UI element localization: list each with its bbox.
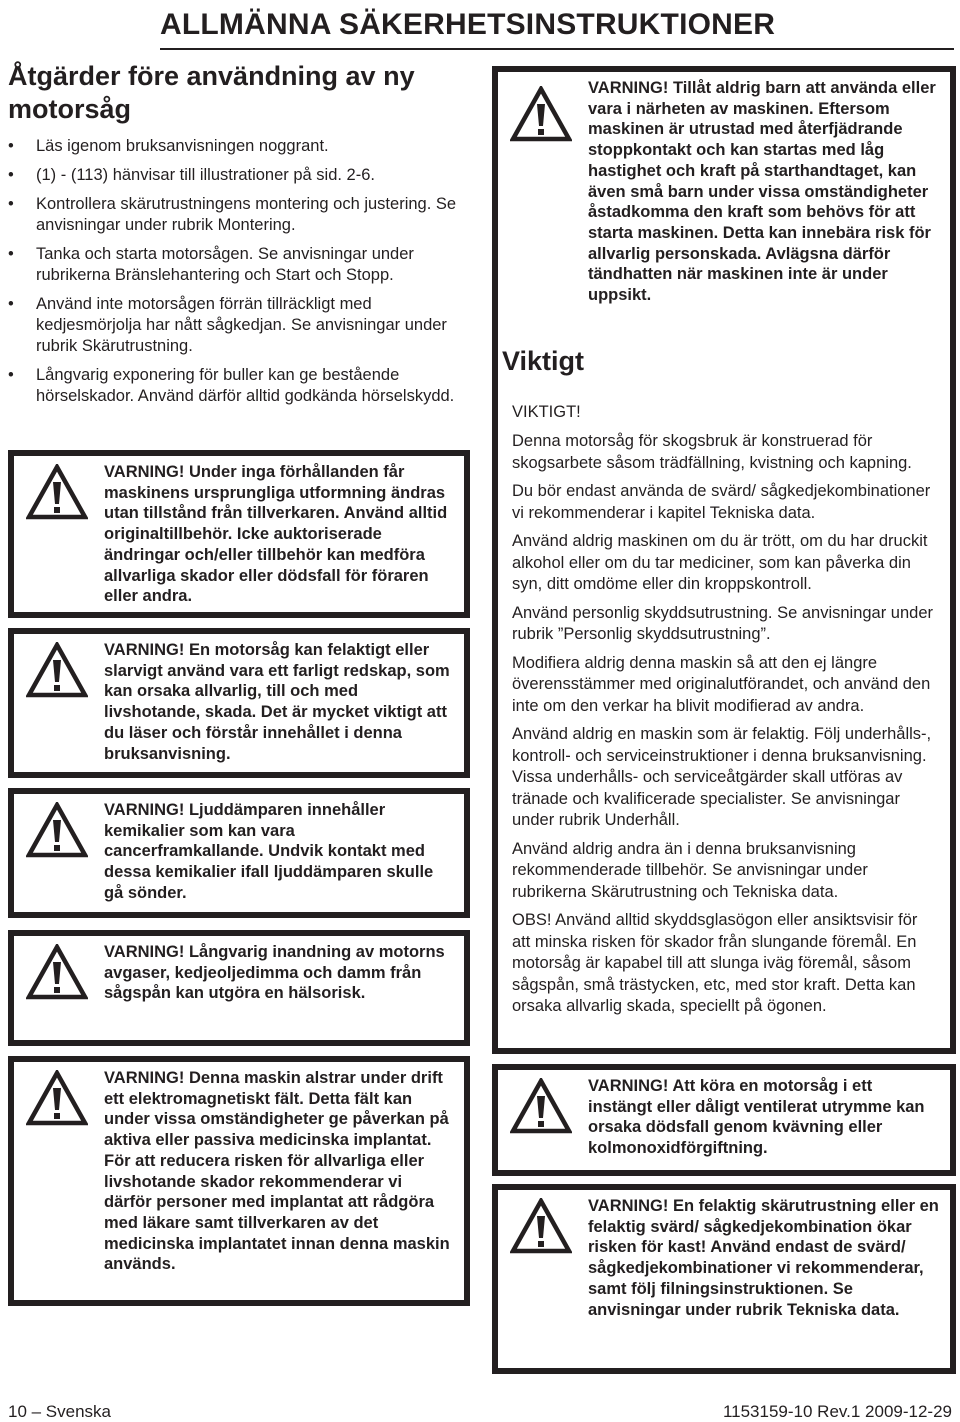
warning-text: VARNING! Att köra en motorsåg i ett instängt eller dåligt ventilerat utrymme kan orsaka dödsfall genom kvävning eller kolmonoxidförgiftning. [588,1077,925,1158]
viktigt-paragraph: Använd aldrig maskinen om du är trött, om du har druckit alkohol eller om du tar mediciner, som kan påverka din syn, ditt omdöme eller din kroppskontroll. [512,532,928,593]
warning-triangle-icon [26,464,88,520]
warning-text: VARNING! En felaktig skärutrustning eller en felaktig svärd/ sågkedjekombination ökar risken för kast! Använd endast de svärd/ sågkedjekombinationer vi rekommenderar, samt följ filningsinstruktionen. Se anvisningar under rubrik Tekniska data. [588,1197,939,1319]
viktigt-body [502,388,950,1037]
page-title: ALLMÄNNA SÄKERHETSINSTRUKTIONER [160,8,776,41]
viktigt-paragraph: Denna motorsåg för skogsbruk är konstruerad för skogsarbete såsom trädfällning, kvistning och kapning. [512,432,912,472]
warning-text: VARNING! En motorsåg kan felaktigt eller slarvigt använd vara ett farligt redskap, som kan orsaka allvarlig, till och med livshotande, skada. Det är mycket viktigt att du läser och förstår innehållet i denna bruksanvisning. [104,641,450,763]
warning-text: VARNING! Denna maskin alstrar under drift ett elektromagnetiskt fält. Detta fält kan under vissa omständigheter ge påverkan på aktiva eller passiva medicinska implantat. För att reducera risken för allvarliga eller livshotande skador rekommenderar vi därför personer med implantat att rådgöra med läkare samt tillverkaren av det medicinska implantatet innan denna maskin används. [104,1069,450,1274]
warning-triangle-icon [510,86,572,142]
bullet-text: Läs igenom bruksanvisningen noggrant. [36,137,329,155]
bullet-text: Använd inte motorsågen förrän tillräckligt med kedjesmörjolja har nått sågkedjan. Se anvisningar under rubrik Skärutrustning. [36,295,447,355]
bullet-item [8,244,470,286]
heading-line-1: Åtgärder före användning av ny [8,61,415,91]
top-warning [498,72,950,338]
bullet-item [8,136,470,157]
bullet-text: Tanka och starta motorsågen. Se anvisningar under rubrikerna Bränslehantering och Start och Stopp. [36,245,414,284]
warning-triangle-icon [26,802,88,858]
warning-box [8,1056,470,1306]
warning-text: VARNING! Tillåt aldrig barn att använda eller vara i närheten av maskinen. Eftersom maskinen är utrustad med återfjädrande stoppkontakt och kan startas med låg hastighet och kraft på starthandtaget, kan även små barn under vissa omständigheter åstadkomma den kraft som behövs för att starta maskinen. Detta kan innebära risk för allvarlig personskada. Avlägsna därför tändhatten när maskinen inte är under uppsikt. [588,79,936,305]
left-column [8,60,470,1274]
viktigt-section [492,66,956,1054]
bullet-dot: • [8,366,14,384]
section-heading [8,60,470,126]
warning-box [8,450,470,618]
warning-text: VARNING! Ljuddämparen innehåller kemikalier som kan vara cancerframkallande. Undvik kontakt med dessa kemikalier ifall ljuddämparen skulle gå sönder. [104,801,434,902]
bullet-list [8,136,470,407]
bullet-dot: • [8,245,14,263]
bullet-text: Långvarig exponering för buller kan ge bestående hörselskador. Använd därför alltid godkända hörselskydd. [36,366,455,405]
bullet-item [8,294,470,357]
bullet-item [8,194,470,236]
bullet-dot: • [8,295,14,313]
warning-triangle-icon [510,1198,572,1254]
heading-line-2: motorsåg [8,94,132,124]
viktigt-paragraph: Använd aldrig en maskin som är felaktig. Följ underhålls-, kontroll- och serviceinstruktioner i denna bruksanvisning. Vissa underhålls- och serviceåtgärder skall utföras av tränade och kvalificerade specialister. Se anvisningar under rubrik Underhåll. [512,725,932,829]
bullet-dot: • [8,166,14,184]
bullet-text: Kontrollera skärutrustningens montering och justering. Se anvisningar under rubrik Montering. [36,195,457,234]
viktigt-paragraph: Du bör endast använda de svärd/ sågkedjekombinationer vi rekommenderar i kapitel Tekniska data. [512,482,931,522]
warning-box [8,628,470,778]
warning-triangle-icon [510,1078,572,1134]
bullet-item [8,165,470,186]
viktigt-paragraph: Modifiera aldrig denna maskin så att den ej längre överensstämmer med originalutförandet, och använd den inte om den verkar ha blivit modifierad av andra. [512,653,931,715]
warning-box [8,930,470,1046]
footer-doc-id: 1153159-10 Rev.1 2009-12-29 [722,1402,952,1421]
bullet-dot: • [8,195,14,213]
viktigt-label: Viktigt [502,346,585,376]
footer-page-number: 10 – Svenska [8,1402,112,1421]
warning-triangle-icon [26,642,88,698]
warning-triangle-icon [26,944,88,1000]
viktigt-body-box [502,388,950,1037]
warning-box [492,1184,956,1374]
viktigt-paragraph: Använd aldrig andra än i denna bruksanvisning rekommenderade tillbehör. Se anvisningar under rubrikerna Skärutrustning och Tekniska data. [512,839,868,901]
warning-triangle-icon [26,1070,88,1126]
bullet-dot: • [8,137,14,155]
viktigt-paragraph: OBS! Använd alltid skyddsglasögon eller ansiktsvisir för att minska risken för skador från slungande föremål. En motorsåg är kapabel till att slunga iväg föremål, såsom sågspån, små trästycken, etc, med stor kraft. Detta kan orsaka allvarlig skada, speciellt på ögonen. [512,911,918,1015]
warning-box [492,1064,956,1176]
viktigt-paragraph: Använd personlig skyddsutrustning. Se anvisningar under rubrik ”Personlig skyddsutrustning”. [512,603,934,643]
warning-text: VARNING! Långvarig inandning av motorns avgaser, kedjeoljedimma och damm från sågspån kan utgöra en hälsorisk. [104,943,445,1003]
warning-box [8,788,470,918]
bullet-item [8,365,470,407]
viktigt-heading: VIKTIGT! [512,403,581,421]
title-rule [160,48,954,50]
bullet-text: (1) - (113) hänvisar till illustrationer på sid. 2-6. [36,166,375,184]
warning-text: VARNING! Under inga förhållanden får maskinens ursprungliga utformning ändras utan tillstånd från tillverkaren. Använd alltid originaltillbehör. Icke auktoriserade ändringar och/eller tillbehör kan medföra allvarliga skador eller dödsfall för föraren eller andra. [104,463,448,606]
